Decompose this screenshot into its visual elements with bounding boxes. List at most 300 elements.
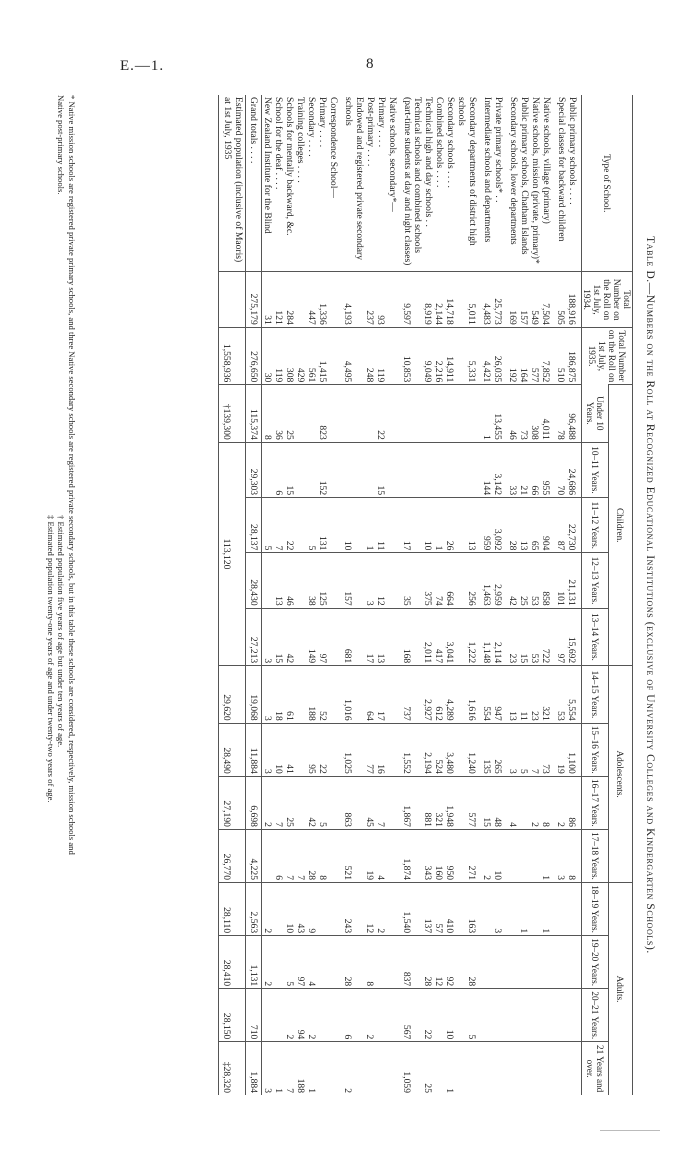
table-cell [433, 1042, 444, 1095]
school-type-label: School for the deaf . . . . [273, 97, 285, 190]
table-cell: 1,148 [481, 608, 492, 666]
school-type-label: Intermediate schools and departments [481, 97, 493, 243]
table-cell: 53 [529, 553, 540, 608]
table-cell [518, 989, 529, 1042]
table-cell: 42 [284, 608, 295, 666]
table-cell: 115,374 [245, 385, 261, 443]
school-type-label: Secondary departments of district high schools [456, 97, 478, 246]
table-cell [433, 442, 444, 497]
table-cell: 131 [317, 498, 328, 553]
table-cell: 12 [375, 553, 386, 608]
table-cell: 13 [375, 608, 386, 666]
table-cell [529, 1042, 540, 1095]
estimated-cell: 28,490 [219, 723, 246, 776]
table-cell [529, 883, 540, 936]
table-row [433, 95, 444, 1095]
table-cell: 1,867 [401, 776, 423, 829]
table-cell: 14,911 [444, 327, 455, 385]
table-cell [507, 1042, 518, 1095]
table-cell: 21 [518, 442, 529, 497]
footnote-dagger: † Estimated population five years of age but under ten years of age. [56, 515, 66, 748]
table-cell [295, 442, 306, 497]
table-cell: 1,463 [481, 553, 492, 608]
table-cell: 157 [518, 272, 529, 327]
table-cell [328, 385, 343, 443]
table-cell: 237 [364, 272, 375, 327]
col-age-2: 11–12 Years. [582, 498, 609, 553]
table-cell: 510 [555, 327, 566, 385]
school-type-label: Private primary schools* . . [493, 97, 504, 203]
table-cell [386, 272, 401, 327]
table-cell [273, 883, 284, 936]
table-cell: 3 [261, 608, 273, 666]
table-cell: 70 [555, 442, 566, 497]
table-cell: 1,240 [455, 723, 481, 776]
col-age-8: 17–18 Years. [582, 829, 609, 882]
table-cell [444, 442, 455, 497]
table-cell: 2,959 [492, 553, 507, 608]
table-cell: 1,025 [342, 723, 364, 776]
table-cell: 6 [273, 829, 284, 882]
table-cell [386, 776, 401, 829]
table-cell: 17 [401, 498, 423, 553]
table-cell: 65 [529, 498, 540, 553]
table-cell: 2 [261, 776, 273, 829]
table-cell: 188,916 [566, 272, 582, 327]
table-cell: 1,874 [401, 829, 423, 882]
col-age-12: 21 Years and over. [582, 1042, 609, 1095]
estimated-cell: 28,150 [219, 989, 246, 1042]
table-cell: 25 [518, 553, 529, 608]
school-type-label: Combined schools . . . . [434, 97, 446, 188]
table-cell: 14,718 [444, 272, 455, 327]
table-cell [295, 272, 306, 327]
table-cell: 1,059 [401, 1042, 423, 1095]
table-cell: 5 [306, 498, 317, 553]
table-title: Table D.—Numbers on the Roll at Recognized Educational Institutions (exclusive of University Colleges and Kindergarten Schools). [644, 236, 656, 954]
table-cell: 95 [306, 723, 317, 776]
table-cell: 2 [375, 883, 386, 936]
table-cell: 710 [245, 989, 261, 1042]
table-cell: 17 [375, 666, 386, 724]
table-cell: 3,092 [492, 498, 507, 553]
table-cell: 1 [433, 498, 444, 553]
table-cell [540, 989, 555, 1042]
table-cell: 11 [518, 666, 529, 724]
table-cell [328, 442, 343, 497]
table-cell: 92 [444, 936, 455, 989]
table-cell: 28 [507, 498, 518, 553]
table-cell [401, 385, 423, 443]
school-type-label: Special classes for backward children [555, 97, 567, 242]
col-group-adolescents: Adolescents. [609, 666, 633, 883]
table-cell [328, 327, 343, 385]
table-cell [295, 723, 306, 776]
table-cell: 46 [507, 385, 518, 443]
table-row [540, 95, 555, 1095]
table-cell: 97 [295, 936, 306, 989]
table-cell [481, 1042, 492, 1095]
table-cell [507, 936, 518, 989]
table-cell: 284 [284, 272, 295, 327]
table-cell: 7,504 [540, 272, 555, 327]
table-cell: 3,041 [444, 608, 455, 666]
table-cell [555, 883, 566, 936]
school-type-label: New Zealand Institute for the Blind [262, 97, 274, 234]
table-cell: 1,415 [317, 327, 328, 385]
table-cell [529, 936, 540, 989]
table-cell: 78 [555, 385, 566, 443]
table-cell: 188 [295, 1042, 306, 1095]
table-cell: 10 [444, 989, 455, 1042]
estimated-children-rest: 113,120 [219, 442, 246, 665]
table-cell: 737 [401, 666, 423, 724]
school-type-label: Secondary schools, lower departments [507, 97, 519, 245]
table-cell [555, 989, 566, 1042]
table-cell: 549 [529, 272, 540, 327]
table-cell: 38 [306, 553, 317, 608]
table-cell: 343 [422, 829, 433, 882]
table-cell [566, 1042, 582, 1095]
table-cell [386, 666, 401, 724]
table-cell: 4,495 [342, 327, 364, 385]
table-cell: 73 [540, 723, 555, 776]
table-cell: 2 [261, 936, 273, 989]
table-cell: 28 [306, 829, 317, 882]
table-row [455, 95, 481, 1095]
col-age-10: 19–20 Years. [582, 936, 609, 989]
table-cell: 23 [529, 666, 540, 724]
table-cell: 681 [342, 608, 364, 666]
table-cell: 94 [295, 989, 306, 1042]
table-cell: 15 [375, 442, 386, 497]
rotated-table-page [46, 95, 656, 1095]
table-row [422, 95, 433, 1095]
table-row [518, 95, 529, 1095]
table-cell: 1,016 [342, 666, 364, 724]
table-cell: 429 [295, 327, 306, 385]
table-cell: 8 [317, 829, 328, 882]
table-cell [328, 936, 343, 989]
table-cell [261, 442, 273, 497]
table-cell [328, 666, 343, 724]
table-cell [386, 936, 401, 989]
school-type-label: Secondary schools . . . . [445, 97, 457, 188]
table-cell: 577 [455, 776, 481, 829]
table-cell: 4,011 [540, 385, 555, 443]
table-cell: 48 [492, 776, 507, 829]
table-cell: 6 [342, 989, 364, 1042]
table-cell [481, 989, 492, 1042]
table-cell: 10,853 [401, 327, 423, 385]
table-row [342, 95, 364, 1095]
table-cell: 3 [555, 829, 566, 882]
table-cell [328, 723, 343, 776]
table-cell: 28,430 [245, 553, 261, 608]
table-cell: 53 [555, 666, 566, 724]
table-cell: 8 [540, 776, 555, 829]
table-cell: 410 [444, 883, 455, 936]
table-cell: 577 [529, 327, 540, 385]
table-cell: 152 [317, 442, 328, 497]
table-row [328, 95, 343, 1095]
table-row [375, 95, 386, 1095]
table-cell: 13 [273, 553, 284, 608]
table-cell: 561 [306, 327, 317, 385]
table-cell [555, 1042, 566, 1095]
estimated-cell: 28,110 [219, 883, 246, 936]
table-row [386, 95, 401, 1095]
table-cell [295, 385, 306, 443]
table-cell: 45 [364, 776, 375, 829]
table-cell [273, 989, 284, 1042]
table-cell [529, 829, 540, 882]
table-cell [518, 776, 529, 829]
table-cell: 26 [444, 498, 455, 553]
table-cell: 19 [364, 829, 375, 882]
table-cell [317, 1042, 328, 1095]
table-cell [261, 989, 273, 1042]
table-cell: 42 [507, 553, 518, 608]
table-cell: 947 [492, 666, 507, 724]
table-cell: 2 [555, 776, 566, 829]
table-row [481, 95, 492, 1095]
col-age-0: Under 10 Years. [582, 385, 609, 443]
table-cell: 22 [422, 989, 433, 1042]
table-cell: 13,455 [492, 385, 507, 443]
table-cell: 22 [317, 723, 328, 776]
table-cell: 10 [284, 883, 295, 936]
table-cell: 904 [540, 498, 555, 553]
table-cell [295, 553, 306, 608]
col-age-5: 14–15 Years. [582, 666, 609, 724]
table-cell: 4,289 [444, 666, 455, 724]
table-cell [306, 442, 317, 497]
table-cell: 25 [284, 776, 295, 829]
table-cell: 321 [540, 666, 555, 724]
scan-artifact-line [600, 1130, 660, 1131]
table-cell [507, 883, 518, 936]
table-cell: 1 [540, 829, 555, 882]
table-cell: 417 [433, 608, 444, 666]
col-age-11: 20–21 Years. [582, 989, 609, 1042]
table-cell: 4,225 [245, 829, 261, 882]
table-row [529, 95, 540, 1095]
table-cell: 149 [306, 608, 317, 666]
table-cell: 15 [518, 608, 529, 666]
school-type-label: Native schools, secondary*— [386, 97, 398, 212]
school-type-label: Correspondence School— [328, 97, 340, 198]
table-cell: 7,852 [540, 327, 555, 385]
table-cell [386, 989, 401, 1042]
table-cell: 5 [261, 498, 273, 553]
footnote-star: * Native mission schools are registered private primary schools, and three Native secondary schools are registered private secondary schools, but in this table these schools are considered, respectively, mission schools and [67, 95, 77, 855]
table-cell [481, 883, 492, 936]
table-cell: 1,131 [245, 936, 261, 989]
table-cell [375, 1042, 386, 1095]
table-cell: 19,068 [245, 666, 261, 724]
table-cell: 1,552 [401, 723, 423, 776]
table-cell: 4,483 [481, 272, 492, 327]
table-cell [364, 385, 375, 443]
school-type-label: Technical schools and combined schools (part-time students at day and night classes) [401, 97, 424, 266]
table-cell [386, 442, 401, 497]
table-cell [328, 776, 343, 829]
table-cell [518, 1042, 529, 1095]
table-cell: 61 [284, 666, 295, 724]
table-cell: 2 [306, 989, 317, 1042]
table-cell: 5,331 [455, 327, 481, 385]
table-cell: 505 [555, 272, 566, 327]
table-cell: 1 [481, 385, 492, 443]
table-cell: 29,303 [245, 442, 261, 497]
table-cell: 97 [317, 608, 328, 666]
table-cell: 664 [444, 553, 455, 608]
table-header [582, 95, 633, 1095]
table-cell: 308 [529, 385, 540, 443]
table-cell [492, 936, 507, 989]
table-cell: 1 [364, 498, 375, 553]
table-cell: 9 [306, 883, 317, 936]
estimated-label: Estimated population (inclusive of Maoris) at 1st July, 1935 [219, 95, 246, 272]
table-cell [342, 385, 364, 443]
table-cell: 8 [364, 936, 375, 989]
table-cell: 3 [507, 723, 518, 776]
table-cell [261, 553, 273, 608]
table-cell: 10 [422, 498, 433, 553]
table-cell: 186,875 [566, 327, 582, 385]
table-cell: 3 [261, 1042, 273, 1095]
table-cell: 27,213 [245, 608, 261, 666]
table-cell: 248 [364, 327, 375, 385]
table-cell: 1 [540, 883, 555, 936]
table-cell: 25,773 [492, 272, 507, 327]
table-cell: 188 [306, 666, 317, 724]
enrolment-table [218, 95, 633, 1095]
table-cell: 1 [273, 1042, 284, 1095]
table-cell [386, 385, 401, 443]
school-type-label: Public primary schools . . . . [567, 97, 578, 205]
table-cell [518, 829, 529, 882]
table-cell: 52 [317, 666, 328, 724]
table-cell: 276,650 [245, 327, 261, 385]
table-cell: 97 [555, 608, 566, 666]
table-cell: 5 [317, 776, 328, 829]
table-cell [566, 989, 582, 1042]
table-cell [518, 936, 529, 989]
table-cell: 823 [317, 385, 328, 443]
table-cell: 8 [566, 829, 582, 882]
table-cell: 1,336 [317, 272, 328, 327]
table-cell: 7 [375, 776, 386, 829]
table-cell [422, 442, 433, 497]
table-cell: 87 [555, 498, 566, 553]
table-cell: 554 [481, 666, 492, 724]
page-number: 8 [366, 56, 374, 72]
table-cell: 11 [375, 498, 386, 553]
table-cell: 25 [284, 385, 295, 443]
col-age-3: 12–13 Years. [582, 553, 609, 608]
table-cell: 11,884 [245, 723, 261, 776]
table-cell [306, 385, 317, 443]
table-row [444, 95, 455, 1095]
table-cell: 524 [433, 723, 444, 776]
table-row [284, 95, 295, 1095]
table-cell: 144 [481, 442, 492, 497]
table-cell: 36 [273, 385, 284, 443]
table-cell: 10 [273, 723, 284, 776]
table-cell: 2,114 [492, 608, 507, 666]
col-age-6: 15–16 Years. [582, 723, 609, 776]
table-cell [317, 989, 328, 1042]
table-row [507, 95, 518, 1095]
school-type-label: Grand totals . . . . [245, 95, 261, 272]
table-cell [295, 498, 306, 553]
table-cell: 135 [481, 723, 492, 776]
table-cell: 13 [518, 498, 529, 553]
school-type-label: Post-primary . . . . [364, 97, 376, 167]
table-cell: 5 [518, 723, 529, 776]
table-cell [342, 442, 364, 497]
table-cell: 7 [529, 723, 540, 776]
school-type-label: Technical high and day schools . . [423, 97, 435, 227]
col-group-children: Children. [609, 385, 633, 666]
table-cell [444, 385, 455, 443]
estimated-cell: 29,620 [219, 666, 246, 724]
table-cell: 5 [284, 936, 295, 989]
col-type: Type of School. [582, 95, 633, 272]
table-cell: 53 [529, 608, 540, 666]
table-cell: 3 [261, 666, 273, 724]
table-cell: 66 [529, 442, 540, 497]
table-cell: 157 [342, 553, 364, 608]
col-total-1934: Total Number on the Roll on 1st July, 1934. [582, 272, 633, 327]
table-cell [507, 989, 518, 1042]
table-cell [492, 1042, 507, 1095]
table-cell: 2,011 [422, 608, 433, 666]
table-cell: 265 [492, 723, 507, 776]
table-cell: 4,193 [342, 272, 364, 327]
school-type-label: Training colleges . . . . [295, 97, 307, 183]
table-row [492, 95, 507, 1095]
table-cell: 7 [273, 776, 284, 829]
table-cell [375, 936, 386, 989]
table-row [555, 95, 566, 1095]
table-cell: 950 [444, 829, 455, 882]
table-cell [555, 936, 566, 989]
footnote-ddagger: ‡ Estimated population twenty-one years of age and under twenty-two years of age. [46, 515, 56, 803]
table-cell: 5,011 [455, 272, 481, 327]
table-cell: 375 [422, 553, 433, 608]
table-cell [386, 498, 401, 553]
table-cell: 243 [342, 883, 364, 936]
table-cell: 9,597 [401, 272, 423, 327]
table-cell: 13 [507, 666, 518, 724]
table-cell: 2 [481, 829, 492, 882]
table-cell: 722 [540, 608, 555, 666]
table-cell [422, 385, 433, 443]
table-cell: 15 [273, 608, 284, 666]
table-cell: 22 [375, 385, 386, 443]
table-cell: 12 [364, 883, 375, 936]
table-cell [386, 1042, 401, 1095]
table-cell: 1,540 [401, 883, 423, 936]
table-cell: 17 [364, 608, 375, 666]
table-cell: 15 [284, 442, 295, 497]
table-cell: 21,131 [566, 553, 582, 608]
table-cell: 2 [342, 1042, 364, 1095]
table-cell [433, 385, 444, 443]
